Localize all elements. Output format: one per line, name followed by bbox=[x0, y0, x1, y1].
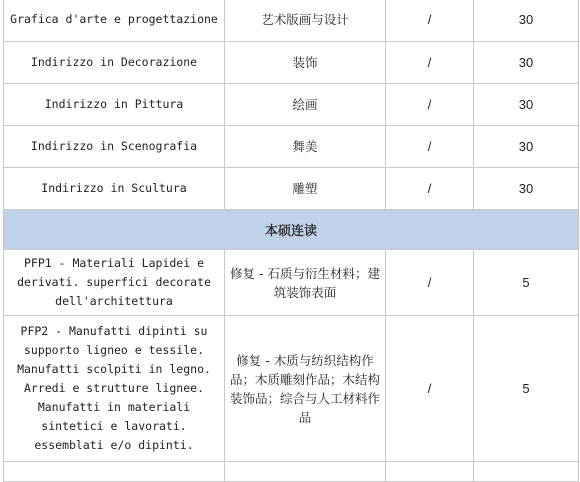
table-row bbox=[4, 84, 579, 126]
slash-cell: / bbox=[386, 84, 474, 126]
table-row bbox=[4, 0, 579, 42]
course-name-it: PFP1 - Materiali Lapidei e derivati. superfici decorate dell'architettura bbox=[4, 250, 225, 316]
table-row bbox=[4, 42, 579, 84]
course-name-it: Indirizzo in Pittura bbox=[4, 84, 225, 126]
quota-cell: 30 bbox=[474, 42, 579, 84]
quota-cell: 30 bbox=[474, 126, 579, 168]
slash-cell: / bbox=[386, 126, 474, 168]
slash-cell: / bbox=[386, 250, 474, 316]
quota-cell: 5 bbox=[474, 316, 579, 462]
course-name-it: Indirizzo in Decorazione bbox=[4, 42, 225, 84]
course-name-zh: 舞美 bbox=[225, 126, 386, 168]
course-name-zh: 绘画 bbox=[225, 84, 386, 126]
slash-cell: / bbox=[386, 42, 474, 84]
table-row bbox=[4, 126, 579, 168]
table-row bbox=[4, 316, 579, 462]
table-row bbox=[4, 250, 579, 316]
course-name-it: Indirizzo in Scenografia bbox=[4, 126, 225, 168]
course-name-zh: 修复 - 石质与衍生材料；建筑装饰表面 bbox=[225, 250, 386, 316]
quota-cell: 5 bbox=[474, 250, 579, 316]
section-title: 本硕连读 bbox=[4, 210, 579, 250]
course-table bbox=[3, 0, 579, 482]
course-name-it: Grafica d'arte e progettazione bbox=[4, 0, 225, 42]
slash-cell: / bbox=[386, 168, 474, 210]
course-name-it: Indirizzo in Scultura bbox=[4, 168, 225, 210]
table-row-partial bbox=[4, 462, 579, 482]
course-name-it: PFP2 - Manufatti dipinti su supporto ligneo e tessile. Manufatti scolpiti in legno. Arredi e strutture lignee. Manufatti in materiali sintetici e lavorati. essemblati e/o dipinti. bbox=[4, 316, 225, 462]
quota-cell: 30 bbox=[474, 84, 579, 126]
section-header-row bbox=[4, 210, 579, 250]
course-name-zh: 雕塑 bbox=[225, 168, 386, 210]
slash-cell: / bbox=[386, 0, 474, 42]
course-name-zh: 修复 - 木质与纺织结构作品；木质雕刻作品；木结构装饰品；综合与人工材料作品 bbox=[225, 316, 386, 462]
table-row bbox=[4, 168, 579, 210]
course-name-zh: 艺术版画与设计 bbox=[225, 0, 386, 42]
course-name-zh: 装饰 bbox=[225, 42, 386, 84]
slash-cell: / bbox=[386, 316, 474, 462]
quota-cell: 30 bbox=[474, 0, 579, 42]
quota-cell: 30 bbox=[474, 168, 579, 210]
